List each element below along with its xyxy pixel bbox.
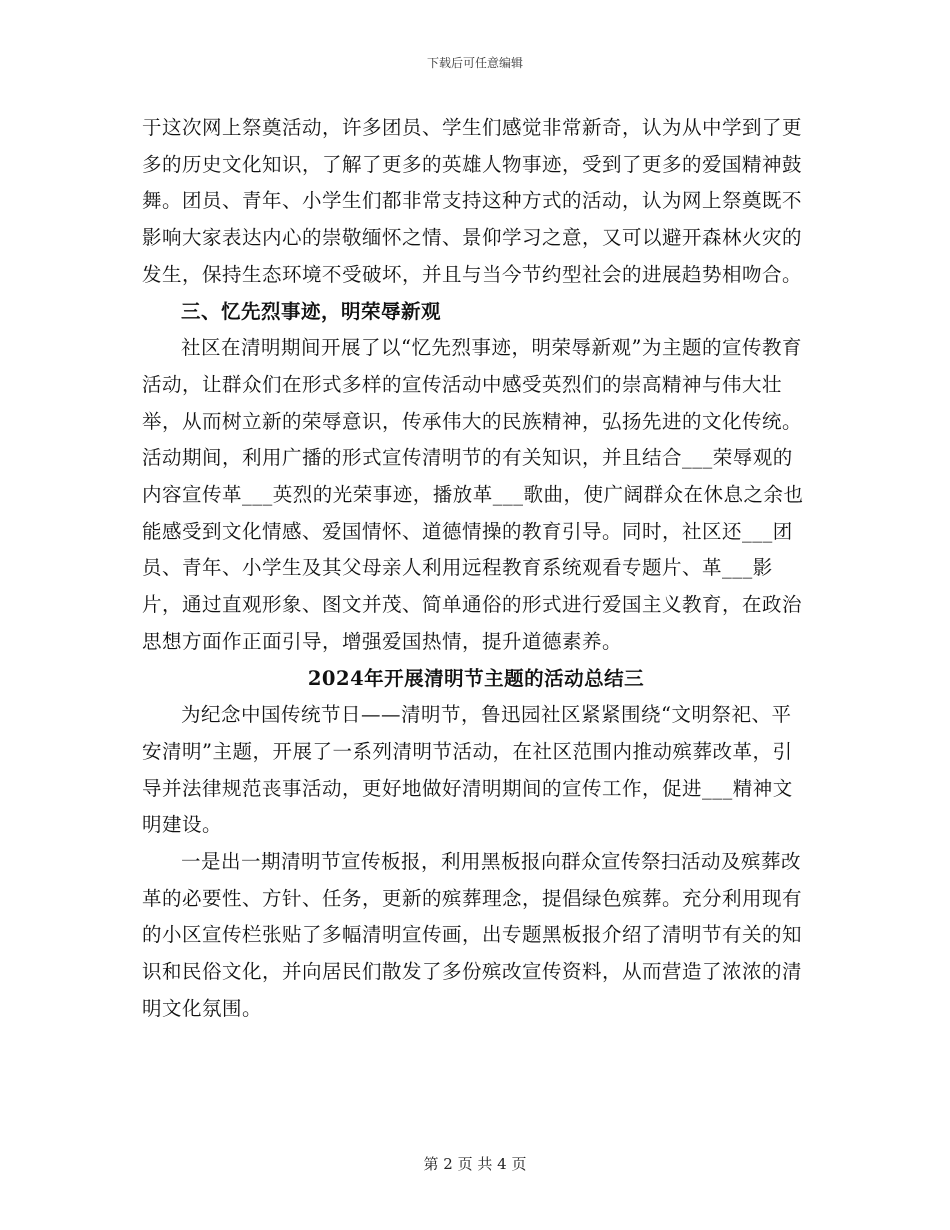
body-paragraph-3: 为纪念中国传统节日——清明节，鲁迅园社区紧紧围绕“文明祭祀、平安清明”主题，开展了一系列清明节活动，在社区范围内推动殡葬改革，引导并法律规范丧事活动，更好地做好清明期间的宣传工作，促进___精神文明建设。	[142, 703, 793, 837]
body-paragraph-4: 一是出一期清明节宣传板报，利用黑板报向群众宣传祭扫活动及殡葬改革的必要性、方针、任务，更新的殡葬理念，提倡绿色殡葬。充分利用现有的小区宣传栏张贴了多幅清明宣传画，出专题黑板报介绍了清明节有关的知识和民俗文化，并向居民们散发了多份殡改宣传资料，从而营造了浓浓的清明文化氛围。	[142, 850, 803, 1020]
page-number: 第 2 页 共 4 页	[423, 1155, 527, 1173]
document-title-3: 2024年开展清明节主题的活动总结三	[307, 666, 645, 690]
body-paragraph-1: 于这次网上祭奠活动，许多团员、学生们感觉非常新奇，认为从中学到了更多的历史文化知识，了解了更多的英雄人物事迹，受到了更多的爱国精神鼓舞。团员、青年、小学生们都非常支持这种方式的活动，认为网上祭奠既不影响大家表达内心的崇敬缅怀之情、景仰学习之意，又可以避开森林火灾的发生，保持生态环境不受破坏，并且与当今节约型社会的进展趋势相吻合。	[142, 116, 803, 286]
header-note: 下载后可任意编辑	[426, 56, 523, 70]
section-heading-3: 三、忆先烈事迹，明荣辱新观	[181, 299, 442, 323]
document-body	[142, 110, 810, 1028]
body-paragraph-2: 社区在清明期间开展了以“忆先烈事迹，明荣辱新观”为主题的宣传教育活动，让群众们在形式多样的宣传活动中感受英烈们的崇高精神与伟大壮举，从而树立新的荣辱意识，传承伟大的民族精神，弘扬先进的文化传统。活动期间，利用广播的形式宣传清明节的有关知识，并且结合___荣辱观的内容宣传革___英烈的光荣事迹，播放革___歌曲，使广阔群众在休息之余也能感受到文化情感、爱国情怀、道德情操的教育引导。同时，社区还___团员、青年、小学生及其父母亲人利用远程教育系统观看专题片、革___影片，通过直观形象、图文并茂、简单通俗的形式进行爱国主义教育，在政治思想方面作正面引导，增强爱国热情，提升道德素养。	[142, 336, 804, 653]
